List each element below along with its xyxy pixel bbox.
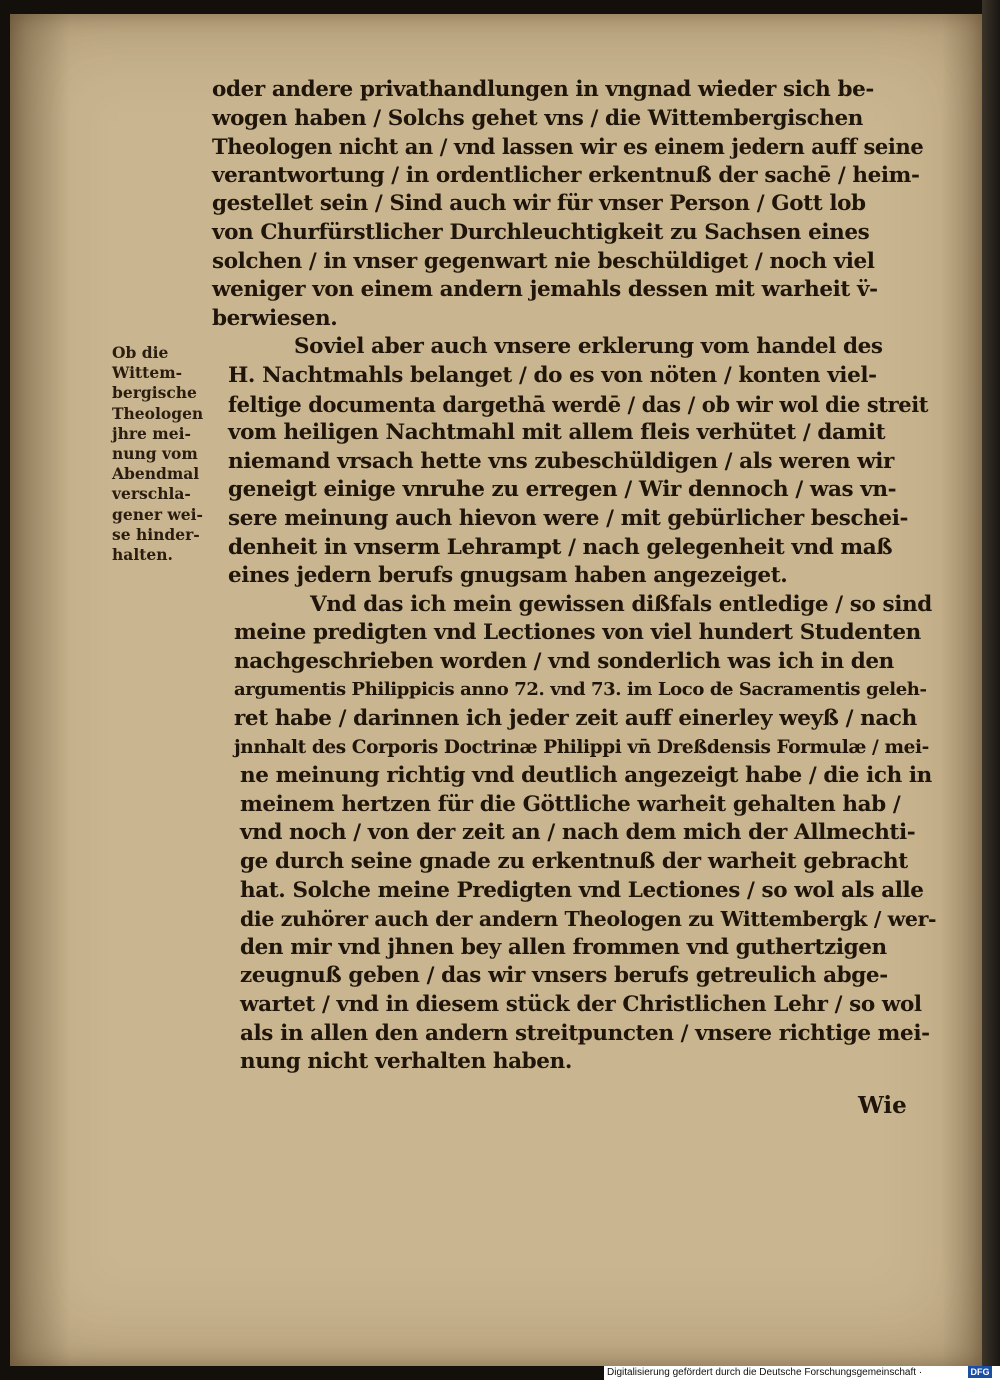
- text-line: Theologen nicht an / vnd lassen wir es einem jedern auff seine: [212, 134, 924, 160]
- text-line: meine predigten vnd Lectiones von viel hundert Studenten: [234, 620, 921, 646]
- text-line: von Churfürstlicher Durchleuchtigkeit zu Sachsen eines: [212, 219, 870, 245]
- text-line: wartet / vnd in diesem stück der Christlichen Lehr / so wol: [240, 992, 922, 1017]
- body-text: [212, 76, 937, 1077]
- margin-note-line: Ob die: [112, 343, 169, 362]
- margin-note-line: nung vom: [112, 444, 198, 464]
- text-line: ret habe / darinnen ich jeder zeit auff einerley weyß / nach: [234, 706, 917, 732]
- margin-note-line: bergische: [112, 383, 197, 403]
- text-line: die zuhörer auch der andern Theologen zu Wittembergk / wer-: [240, 907, 937, 932]
- catchword: Wie: [858, 1092, 907, 1119]
- text-line: wogen haben / Solchs gehet vns / die Wittembergischen: [212, 105, 864, 131]
- text-line: zeugnuß geben / das wir vnsers berufs getreulich abge-: [240, 963, 888, 989]
- text-line: nung nicht verhalten haben.: [240, 1049, 572, 1075]
- margin-note-line: jhre mei-: [112, 423, 191, 443]
- text-line: meinem hertzen für die Göttliche warheit gehalten hab /: [240, 791, 901, 817]
- text-line: ge durch seine gnade zu erkentnuß der warheit gebracht: [240, 849, 908, 875]
- margin-note-line: se hinder-: [112, 524, 200, 544]
- text-line: nachgeschrieben worden / vnd sonderlich was ich in den: [234, 648, 894, 674]
- paragraph-start-line: Vnd das ich mein gewissen dißfals entledige / so sind: [310, 591, 932, 617]
- margin-note-line: Wittem-: [112, 363, 183, 383]
- text-line: feltige documenta dargethā werdē / das / ob wir wol die streit: [228, 391, 929, 417]
- book-binding-edge: [982, 0, 1000, 1380]
- text-line: weniger von einem andern jemahls dessen mit warheit v̈-: [212, 277, 878, 303]
- text-line: vom heiligen Nachtmahl mit allem fleis verhütet / damit: [228, 420, 886, 446]
- text-line: niemand vrsach hette vns zubeschüldigen / als weren wir: [228, 448, 894, 474]
- margin-note-line: Abendmal: [112, 464, 200, 484]
- text-line: solchen / in vnser gegenwart nie beschüldiget / noch viel: [212, 248, 875, 274]
- margin-note: [112, 343, 212, 565]
- text-line: denheit in vnserm Lehrampt / nach gelegenheit vnd maß: [228, 534, 893, 560]
- margin-note-line: verschla-: [112, 484, 191, 504]
- text-line: gestellet sein / Sind auch wir für vnser Person / Gott lob: [212, 191, 866, 217]
- text-line: vnd noch / von der zeit an / nach dem mich der Allmechti-: [240, 820, 916, 846]
- dfg-logo: DFG: [968, 1366, 992, 1378]
- margin-note-line: halten.: [112, 545, 173, 565]
- text-line: eines jedern berufs gnugsam haben angezeiget.: [228, 563, 788, 589]
- footer-credit: Digitalisierung gefördert durch die Deutsche Forschungsgemeinschaft ·: [607, 1367, 923, 1378]
- text-line: verantwortung / in ordentlicher erkentnuß der sachē / heim-: [212, 162, 920, 188]
- page-edge-shadow-left: [10, 14, 70, 1366]
- text-line: berwiesen.: [212, 305, 338, 331]
- text-line: jnnhalt des Corporis Doctrinæ Philippi vn̄ Dreßdensis Formulæ / mei-: [234, 736, 929, 758]
- text-line: den mir vnd jhnen bey allen frommen vnd guthertzigen: [240, 934, 887, 960]
- text-line: geneigt einige vnruhe zu erregen / Wir dennoch / was vn-: [228, 477, 897, 503]
- text-line: H. Nachtmahls belanget / do es von nöten / konten viel-: [228, 362, 877, 388]
- margin-note-line: Theologen: [112, 403, 204, 423]
- margin-note-line: gener wei-: [112, 504, 203, 524]
- text-line: ne meinung richtig vnd deutlich angezeigt habe / die ich in: [240, 763, 932, 789]
- text-line: hat. Solche meine Predigten vnd Lectiones / so wol als alle: [240, 877, 924, 903]
- text-line: argumentis Philippicis anno 72. vnd 73. im Loco de Sacramentis geleh-: [234, 679, 927, 701]
- text-line: als in allen den andern streitpuncten / vnsere richtige mei-: [240, 1020, 930, 1046]
- text-line: sere meinung auch hievon were / mit gebürlicher beschei-: [228, 505, 908, 531]
- paragraph-start-line: Soviel aber auch vnsere erklerung vom handel des: [294, 334, 883, 360]
- text-line: oder andere privathandlungen in vngnad wieder sich be-: [212, 77, 874, 102]
- page-edge-shadow-right: [942, 14, 982, 1366]
